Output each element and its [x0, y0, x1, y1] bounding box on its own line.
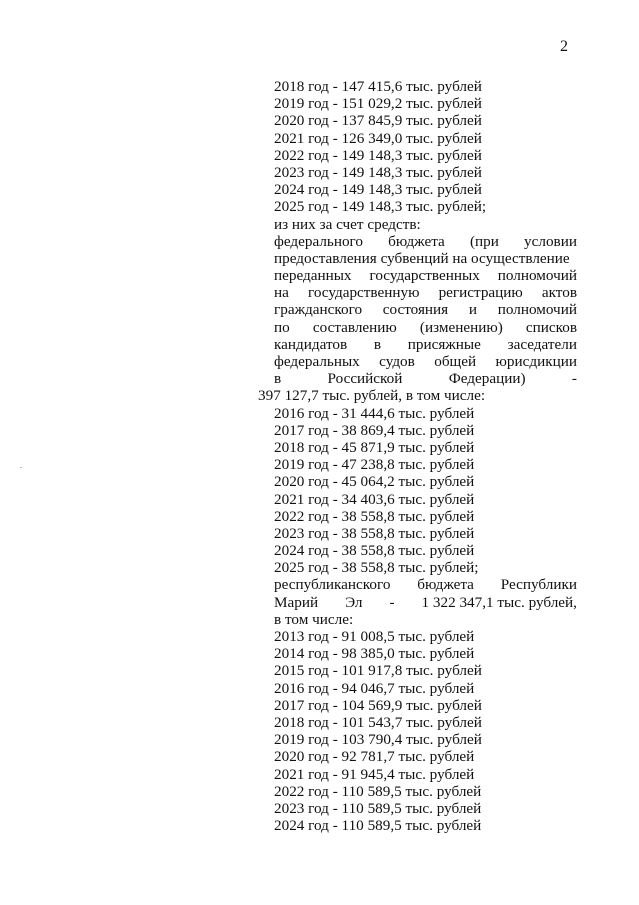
- federal-budget-paragraph: [258, 232, 577, 405]
- document-body: [258, 78, 577, 835]
- text-line: 397 127,7 тыс. рублей, в том числе:: [258, 387, 486, 405]
- text-line: кандидатов в присяжные заседатели: [274, 335, 577, 353]
- list-item: 2016 год - 94 046,7 тыс. рублей: [274, 679, 475, 697]
- list-item: 2022 год - 110 589,5 тыс. рублей: [274, 782, 482, 800]
- list-item: 2024 год - 149 148,3 тыс. рублей: [274, 181, 482, 199]
- list-item: 2014 год - 98 385,0 тыс. рублей: [274, 645, 475, 663]
- year-list-federal: [274, 405, 577, 577]
- list-item: 2022 год - 149 148,3 тыс. рублей: [274, 146, 482, 164]
- list-item: 2020 год - 92 781,7 тыс. рублей: [274, 748, 475, 766]
- of-them-heading: из них за счет средств:: [274, 215, 421, 233]
- list-item: 2015 год - 101 917,8 тыс. рублей: [274, 662, 482, 680]
- list-item: 2019 год - 103 790,4 тыс. рублей: [274, 731, 482, 749]
- list-item: 2023 год - 149 148,3 тыс. рублей: [274, 163, 482, 181]
- list-item: 2023 год - 38 558,8 тыс. рублей: [274, 524, 475, 542]
- text-line: в том числе:: [274, 610, 354, 628]
- list-item: 2018 год - 101 543,7 тыс. рублей: [274, 713, 482, 731]
- list-item: 2024 год - 38 558,8 тыс. рублей: [274, 542, 475, 560]
- list-item: 2019 год - 151 029,2 тыс. рублей: [274, 95, 482, 113]
- list-item: 2022 год - 38 558,8 тыс. рублей: [274, 507, 475, 525]
- list-item: 2021 год - 91 945,4 тыс. рублей: [274, 765, 475, 783]
- text-line: гражданского состояния и полномочий: [274, 301, 577, 319]
- list-item: 2018 год - 45 871,9 тыс. рублей: [274, 438, 475, 456]
- scan-speck: [20, 467, 22, 468]
- list-item: 2016 год - 31 444,6 тыс. рублей: [274, 404, 475, 422]
- list-item: 2020 год - 45 064,2 тыс. рублей: [274, 473, 475, 491]
- republic-budget-paragraph: [274, 576, 577, 628]
- year-list-total: [274, 78, 577, 216]
- list-item: 2021 год - 34 403,6 тыс. рублей: [274, 490, 475, 508]
- list-item: 2020 год - 137 845,9 тыс. рублей: [274, 112, 482, 130]
- list-item: 2024 год - 110 589,5 тыс. рублей: [274, 817, 482, 835]
- text-line: переданных государственных полномочий: [274, 267, 577, 285]
- list-item: 2018 год - 147 415,6 тыс. рублей: [274, 78, 482, 95]
- list-item: 2019 год - 47 238,8 тыс. рублей: [274, 456, 475, 474]
- text-line: федеральных судов общей юрисдикции: [274, 353, 577, 370]
- list-item: 2021 год - 126 349,0 тыс. рублей: [274, 129, 482, 147]
- list-item: 2013 год - 91 008,5 тыс. рублей: [274, 628, 475, 645]
- list-item: 2017 год - 104 569,9 тыс. рублей: [274, 696, 482, 714]
- list-item: 2025 год - 149 148,3 тыс. рублей;: [274, 198, 487, 216]
- year-list-republic: [274, 628, 577, 834]
- text-line: на государственную регистрацию актов: [274, 284, 577, 302]
- text-line: предоставления субвенций на осуществление: [274, 249, 570, 267]
- text-line: республиканского бюджета Республики: [274, 576, 577, 594]
- text-line: Марий Эл - 1 322 347,1 тыс. рублей,: [274, 593, 577, 611]
- text-line: федерального бюджета (при условии: [274, 232, 577, 250]
- page-number: 2: [560, 38, 568, 55]
- text-line: по составлению (изменению) списков: [274, 318, 577, 336]
- list-item: 2025 год - 38 558,8 тыс. рублей;: [274, 559, 479, 577]
- list-item: 2017 год - 38 869,4 тыс. рублей: [274, 421, 475, 439]
- text-line: в Российской Федерации) -: [274, 370, 577, 388]
- list-item: 2023 год - 110 589,5 тыс. рублей: [274, 799, 482, 817]
